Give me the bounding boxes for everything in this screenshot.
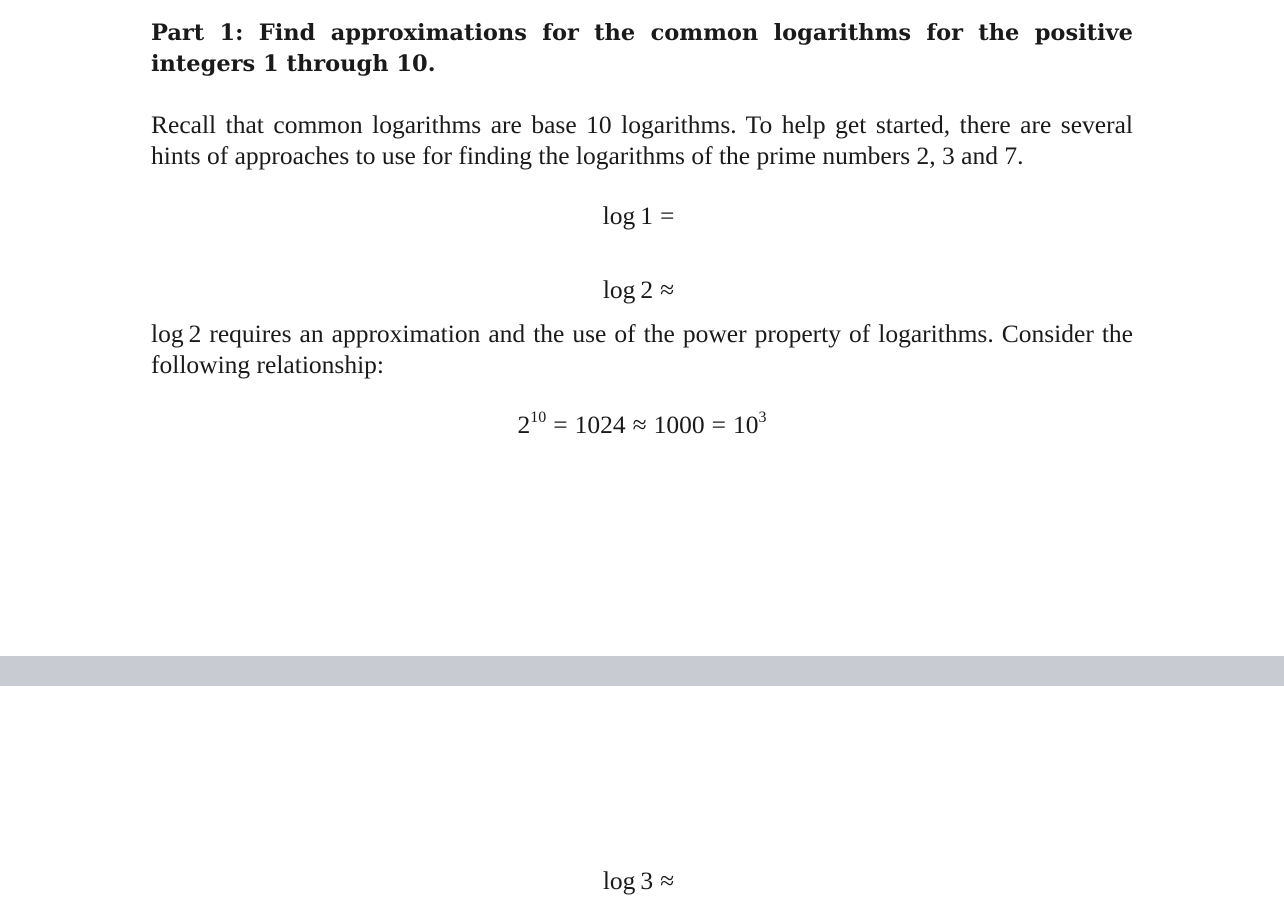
equals-sign: = <box>659 201 675 230</box>
log-function: log <box>602 866 636 895</box>
equation-power-relationship <box>151 410 1133 440</box>
log-argument: 1 <box>640 201 653 230</box>
log-function: log <box>602 275 636 304</box>
power-exponent-2: 3 <box>758 409 767 426</box>
value-1000: 1000 <box>653 410 705 439</box>
approx-sign: ≈ <box>632 410 647 439</box>
equation-log-3 <box>151 866 1133 896</box>
approx-sign: ≈ <box>660 866 675 895</box>
equation-log-1 <box>151 201 1133 231</box>
log-function: log <box>151 319 184 348</box>
equals-sign: = <box>711 410 727 439</box>
approx-sign: ≈ <box>660 275 675 304</box>
value-1024: 1024 <box>574 410 626 439</box>
log-function: log <box>602 201 636 230</box>
log-2-hint-paragraph <box>151 319 1133 380</box>
log-argument: 2 <box>640 275 654 304</box>
equals-sign: = <box>553 410 568 439</box>
power-exponent-1: 10 <box>530 409 547 426</box>
log-argument: 2 <box>188 319 202 348</box>
equation-log-2 <box>151 275 1133 305</box>
log-argument: 3 <box>640 866 654 895</box>
power-base-1: 2 <box>517 410 531 439</box>
page-separator <box>0 656 1284 686</box>
log-2-hint-text: requires an approximation and the use of the power property of logarithms. Consider the following relationship: <box>151 319 1133 379</box>
part-1-heading: Part 1: Find approximations for the common logarithms for the positive integers 1 through 10. <box>151 20 1133 77</box>
intro-paragraph: Recall that common logarithms are base 10 logarithms. To help get started, there are several hints of approaches to use for finding the logarithms of the prime numbers 2, 3 and 7. <box>151 110 1133 170</box>
power-base-2: 10 <box>733 410 759 439</box>
